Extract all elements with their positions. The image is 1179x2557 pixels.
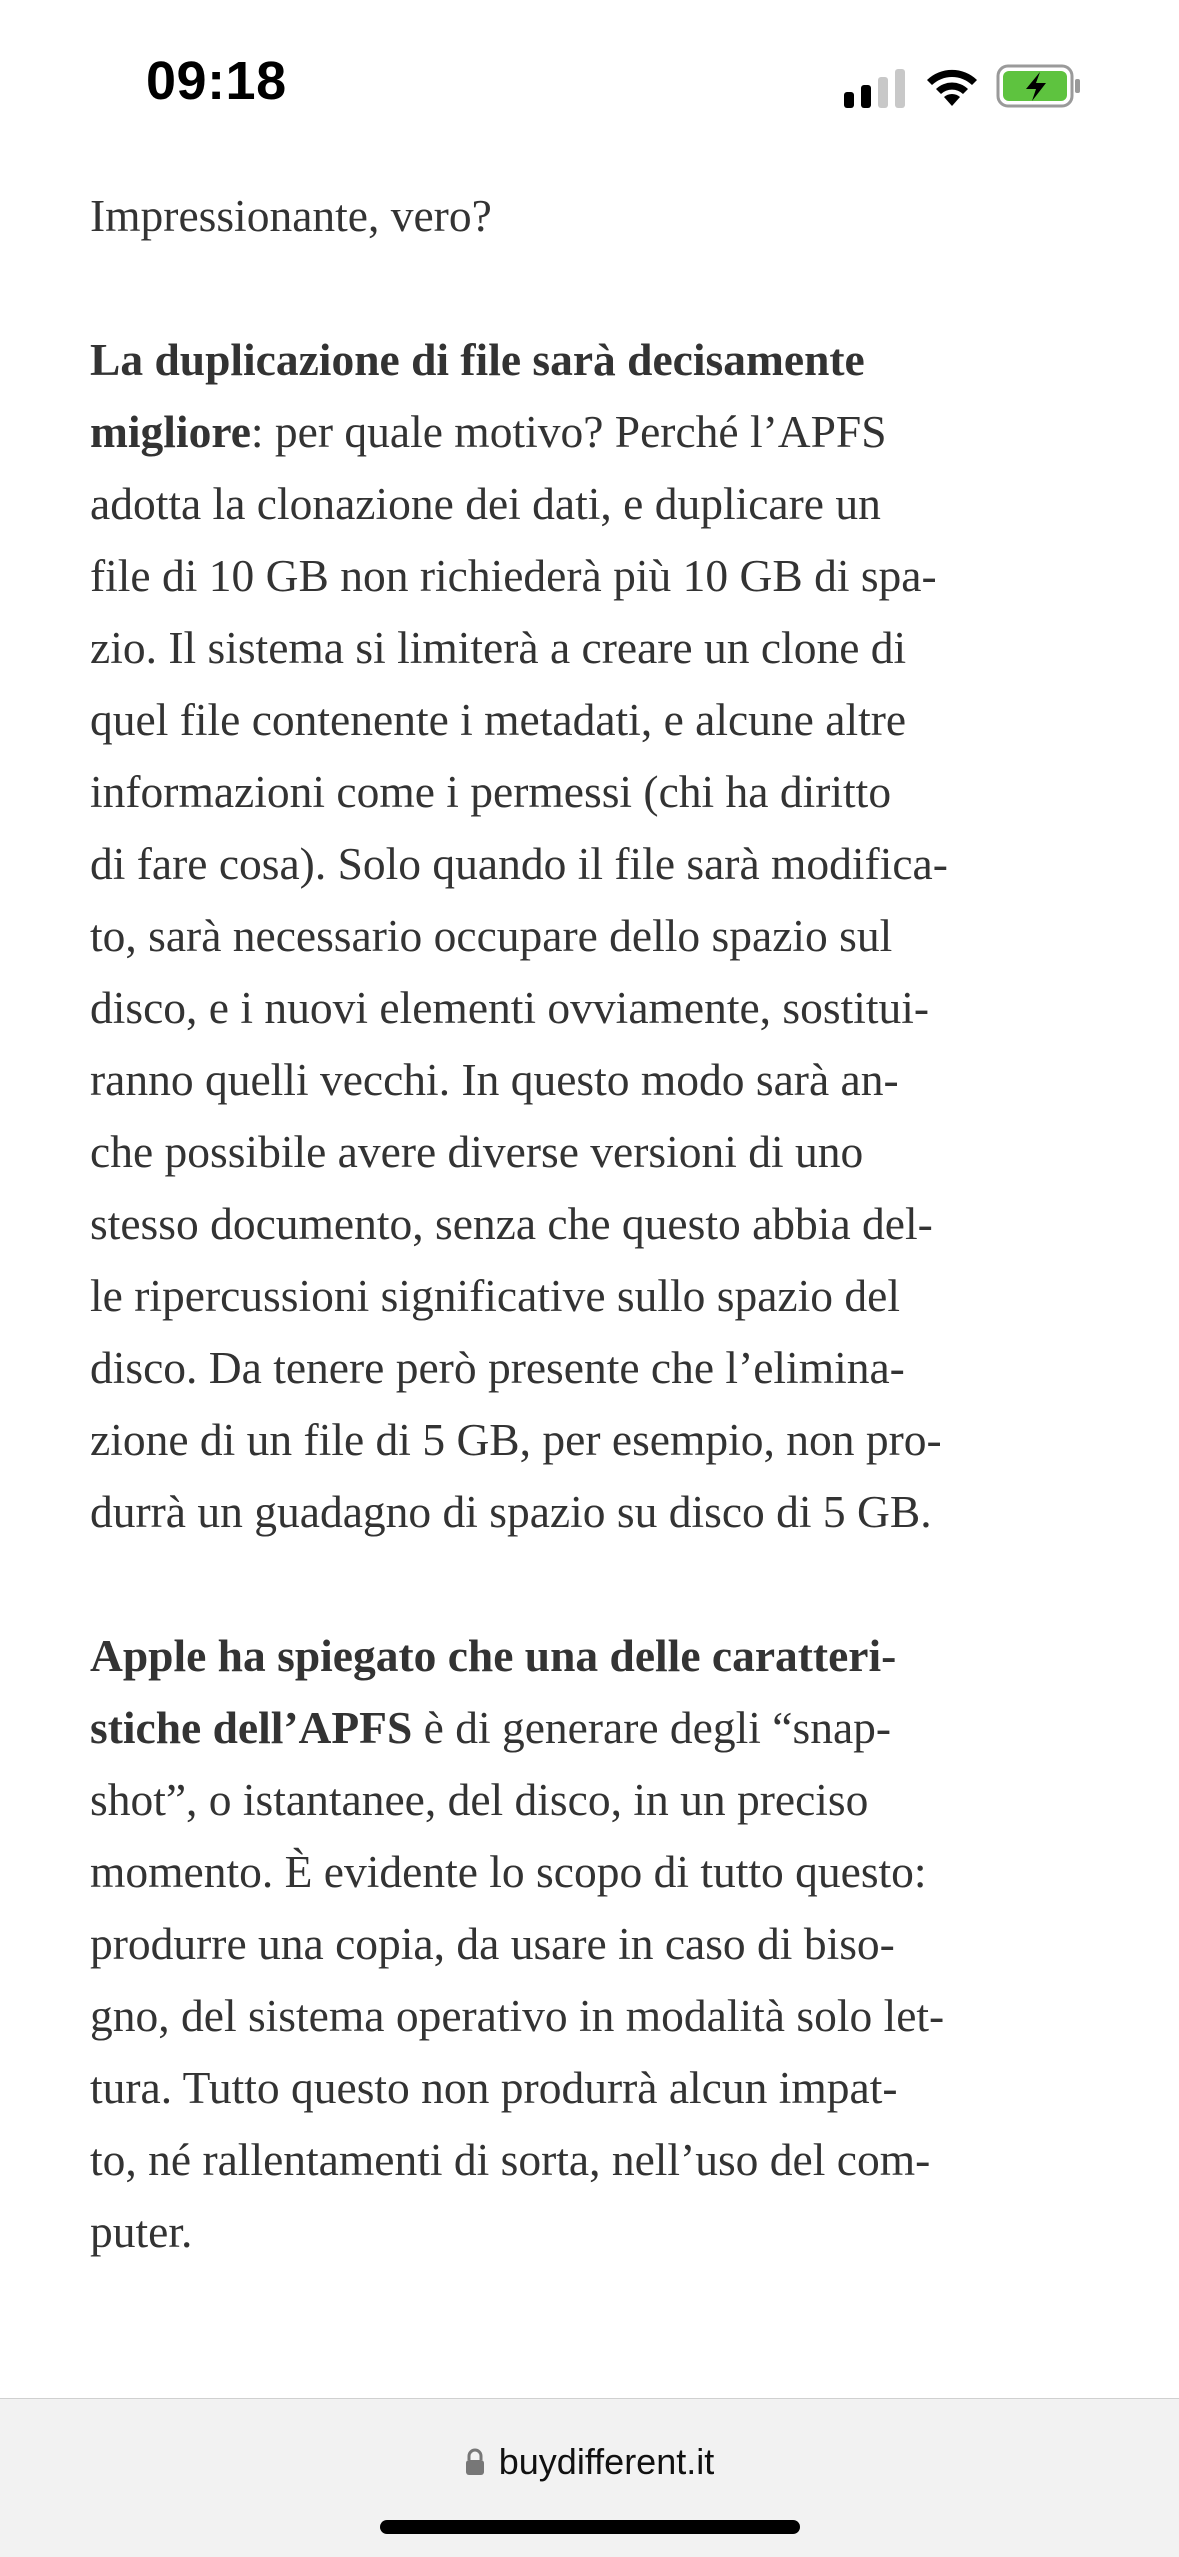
text-line: zio. Il sistema si limiterà a creare un clone di [90, 622, 907, 673]
text-line: puter. [90, 2206, 193, 2257]
text-line: informazioni come i permessi (chi ha diritto [90, 766, 892, 817]
text-line: tura. Tutto questo non produrrà alcun impat- [90, 2062, 898, 2113]
text-line: produrre una copia, da usare in caso di biso- [90, 1918, 895, 1969]
text-line: stesso documento, senza che questo abbia del- [90, 1198, 933, 1249]
text-line: le ripercussioni significative sullo spazio del [90, 1270, 900, 1321]
intro-paragraph: Impressionante, vero? [90, 190, 492, 241]
status-bar [0, 0, 1179, 170]
bold-lead-word: migliore [90, 406, 251, 457]
text-line: shot”, o istantanee, del disco, in un preciso [90, 1774, 869, 1825]
lock-icon [465, 2448, 485, 2476]
bold-lead-word: stiche dell’APFS [90, 1702, 413, 1753]
text-line: : per quale motivo? Perché l’APFS [250, 406, 887, 457]
text-line: disco, e i nuovi elementi ovviamente, sostitui- [90, 982, 930, 1033]
text-line: zione di un file di 5 GB, per esempio, non pro- [90, 1414, 942, 1465]
text-line: durrà un guadagno di spazio su disco di 5 GB. [90, 1486, 932, 1537]
text-line: quel file contenente i metadati, e alcune altre [90, 694, 907, 745]
text-line: to, sarà necessario occupare dello spazio sul [90, 910, 893, 961]
text-line: to, né rallentamenti di sorta, nell’uso del com- [90, 2134, 931, 2185]
battery-charging-icon [996, 63, 1082, 109]
status-time: 09:18 [146, 51, 287, 111]
text-line: disco. Da tenere però presente che l’elimina- [90, 1342, 905, 1393]
url-text: buydifferent.it [498, 2441, 715, 2482]
text-line: di fare cosa). Solo quando il file sarà modifica- [90, 838, 948, 889]
paragraph-file-duplication [90, 324, 1090, 1548]
text-line: ranno quelli vecchi. In questo modo sarà an- [90, 1054, 899, 1105]
paragraph-snapshots [90, 1620, 1090, 2268]
article-body [90, 180, 1090, 2340]
text-line: file di 10 GB non richiederà più 10 GB di spa- [90, 550, 937, 601]
wifi-icon [924, 64, 980, 108]
text-line: gno, del sistema operativo in modalità solo let- [90, 1990, 945, 2041]
bold-lead-line: La duplicazione di file sarà decisamente [90, 334, 865, 385]
bold-lead-line: Apple ha spiegato che una delle caratteri- [90, 1630, 897, 1681]
text-line: momento. È evidente lo scopo di tutto questo: [90, 1846, 927, 1897]
text-line: adotta la clonazione dei dati, e duplicare un [90, 478, 881, 529]
url-display[interactable] [0, 2441, 1179, 2483]
cellular-signal-icon [844, 68, 908, 108]
text-line: è di generare degli “snap- [412, 1702, 892, 1753]
home-indicator[interactable] [380, 2520, 800, 2534]
text-line: che possibile avere diverse versioni di uno [90, 1126, 864, 1177]
